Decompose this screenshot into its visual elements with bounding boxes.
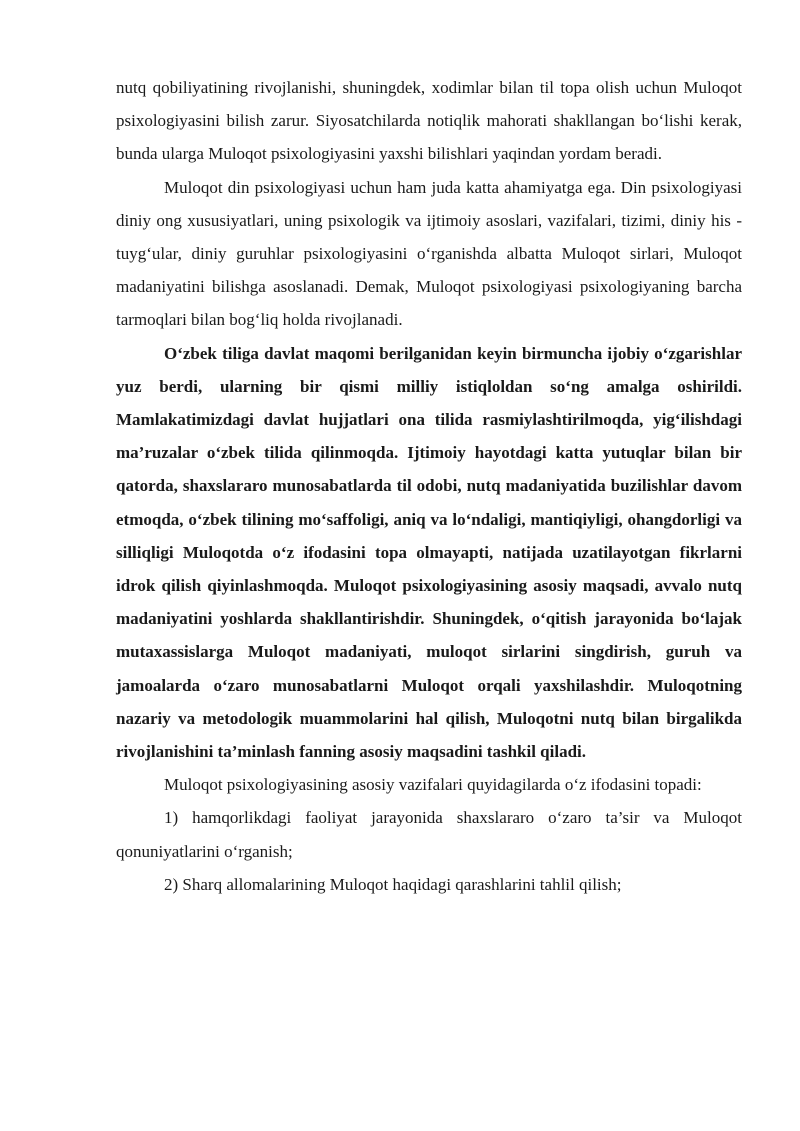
list-item-2: 2) Sharq allomalarining Muloqot haqidagi qarashlarini tahlil qilish; xyxy=(164,874,622,894)
paragraph-continuation: nutq qobiliyatining rivojlanishi, shuningdek, xodimlar bilan til topa olish uchun Muloqot psixologiyasini bilish zarur. Siyosatchilarda notiqlik mahorati shakllangan bo‘lishi kerak, bunda ularga Muloqot psixologiyasini yaxshi bilishlari yaqindan yordam beradi. xyxy=(116,78,742,164)
paragraph-tasks-intro: Muloqot psixologiyasining asosiy vazifalari quyidagilarda o‘z ifodasini topadi: xyxy=(164,775,702,795)
paragraph-religion-psychology: Muloqot din psixologiyasi uchun ham juda katta ahamiyatga ega. Din psixologiyasi diniy ong xususiyatlari, uning psixologik va ijtimoiy asoslari, vazifalari, tizimi, diniy his - tuyg‘ular, diniy guruhlar psixologiyasini o‘rganishda albatta Muloqot sirlari, Muloqot madaniyatini bilishga asoslanadi. Demak, Muloqot psixologiyasi psixologiyaning barcha tarmoqlari bilan bog‘liq holda rivojlanadi. xyxy=(116,177,742,330)
paragraph-uzbek-language-bold: O‘zbek tiliga davlat maqomi berilganidan keyin birmuncha ijobiy o‘zgarishlar yuz berdi, ularning bir qismi milliy istiqloldan so‘ng amalga oshirildi. Mamlakatimizdagi davlat hujjatlari ona tilida rasmiylashtirilmoqda, yig‘ilishdagi ma’ruzalar o‘zbek tilida qilinmoqda. Ijtimoiy hayotdagi katta yutuqlar bilan bir qatorda, shaxslararo munosabatlarda til odobi, nutq madaniyatida buzilishlar davom etmoqda, o‘zbek tilining mo‘saffoligi, aniq va lo‘ndaligi, mantiqiyligi, ohangdorligi va silliqligi Muloqotda o‘z ifodasini topa olmayapti, natijada uzatilayotgan fikrlarni idrok qilish qiyinlashmoqda. Muloqot psixologiyasining asosiy maqsadi, avvalo nutq madaniyatini yoshlarda shakllantirishdir. Shuningdek, o‘qitish jarayonida bo‘lajak mutaxassislarga Muloqot madaniyati, muloqot sirlarini singdirish, guruh va jamoalarda o‘zaro munosabatlarni Muloqot orqali yaxshilashdir. Muloqotning nazariy va metodologik muammolarini hal qilish, Muloqotni nutq bilan birgalikda rivojlanishini ta’minlash fanning asosiy maqsadini tashkil qiladi. xyxy=(116,343,742,762)
list-item-1: 1) hamqorlikdagi faoliyat jarayonida shaxslararo o‘zaro ta’sir va Muloqot qonuniyatlarini o‘rganish; xyxy=(116,808,742,861)
body-text xyxy=(116,71,742,901)
